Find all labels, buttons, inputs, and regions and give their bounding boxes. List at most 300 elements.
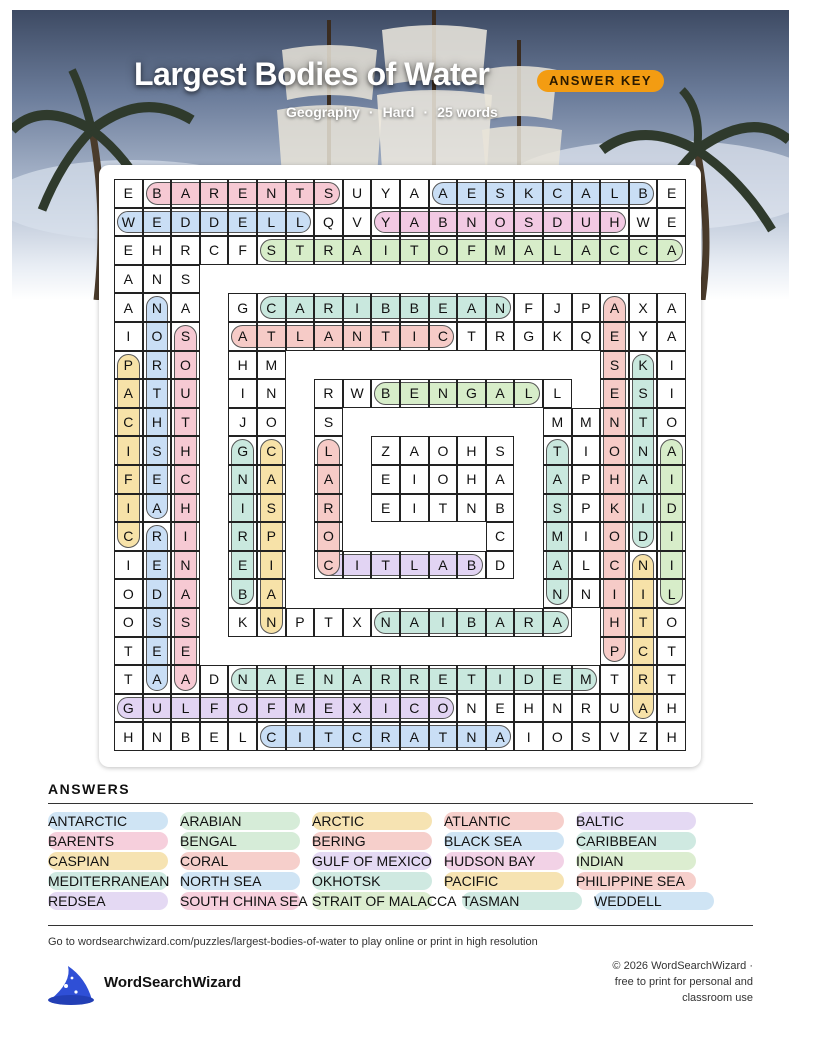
grid-cell: L — [171, 694, 200, 723]
grid-cell: A — [400, 722, 429, 751]
grid-cell: O — [429, 694, 458, 723]
grid-cell: O — [429, 236, 458, 265]
grid-cell: M — [286, 694, 315, 723]
grid-cell: W — [629, 208, 658, 237]
grid-cell: T — [143, 379, 172, 408]
grid-cell: S — [171, 265, 200, 294]
grid-cell: E — [600, 379, 629, 408]
grid-cell: T — [657, 637, 686, 666]
grid-cell: L — [257, 208, 286, 237]
grid-cell: C — [171, 465, 200, 494]
grid-cell: S — [314, 179, 343, 208]
copyright-line: classroom use — [682, 992, 753, 1004]
grid-cell: K — [514, 179, 543, 208]
grid-cell: A — [400, 208, 429, 237]
grid-cell: H — [457, 436, 486, 465]
answer-item — [594, 892, 714, 910]
answer-item — [180, 872, 300, 890]
grid-cell: U — [600, 694, 629, 723]
grid-cell: H — [657, 694, 686, 723]
answer-item — [576, 812, 696, 830]
grid-cell: V — [343, 208, 372, 237]
grid-cell: A — [143, 665, 172, 694]
grid-cell: S — [600, 351, 629, 380]
grid-cell: A — [286, 293, 315, 322]
grid-cell: C — [114, 522, 143, 551]
grid-cell: A — [543, 551, 572, 580]
grid-cell: D — [171, 208, 200, 237]
grid-cell: O — [257, 408, 286, 437]
grid-cell: I — [572, 522, 601, 551]
answer-label: BARENTS — [48, 833, 115, 849]
grid-cell: N — [600, 408, 629, 437]
grid-cell: S — [543, 494, 572, 523]
grid-cell: M — [486, 236, 515, 265]
grid-cell: A — [171, 293, 200, 322]
grid-cell: S — [629, 379, 658, 408]
grid-cell: B — [400, 293, 429, 322]
grid-cell: U — [143, 694, 172, 723]
grid-cell: O — [657, 408, 686, 437]
answer-label: NORTH SEA — [180, 873, 262, 889]
answer-item — [180, 852, 300, 870]
grid-cell: O — [171, 351, 200, 380]
answer-label: CARIBBEAN — [576, 833, 657, 849]
grid-cell: L — [314, 436, 343, 465]
grid-cell: A — [114, 293, 143, 322]
answer-label: BALTIC — [576, 813, 624, 829]
grid-cell: T — [600, 665, 629, 694]
grid-cell: A — [543, 465, 572, 494]
answer-label: WEDDELL — [594, 893, 662, 909]
grid-cell: Q — [314, 208, 343, 237]
grid-cell: N — [457, 722, 486, 751]
grid-cell: F — [514, 293, 543, 322]
grid-cell: I — [228, 379, 257, 408]
grid-cell: I — [371, 694, 400, 723]
grid-cell: A — [629, 465, 658, 494]
grid-cell: N — [343, 322, 372, 351]
grid-cell: A — [514, 236, 543, 265]
grid-cell: E — [200, 722, 229, 751]
grid-cell: D — [514, 665, 543, 694]
answer-item — [48, 852, 168, 870]
answer-item — [462, 892, 582, 910]
grid-cell: T — [457, 322, 486, 351]
answer-label: PHILIPPINE SEA — [576, 873, 685, 889]
grid-cell: G — [228, 293, 257, 322]
grid-cell: A — [657, 436, 686, 465]
grid-cell: I — [114, 436, 143, 465]
grid-cell: N — [143, 265, 172, 294]
grid-cell: M — [572, 665, 601, 694]
grid-cell: I — [657, 465, 686, 494]
grid-cell: A — [429, 551, 458, 580]
grid-cell: H — [228, 351, 257, 380]
grid-cell: H — [171, 436, 200, 465]
grid-cell: B — [486, 494, 515, 523]
grid-cell: M — [572, 408, 601, 437]
grid-cell: E — [429, 293, 458, 322]
grid-cell: E — [228, 179, 257, 208]
grid-cell: E — [143, 465, 172, 494]
wizard-hat-icon — [46, 964, 96, 1006]
grid-cell: N — [143, 293, 172, 322]
grid-cell: F — [114, 465, 143, 494]
grid-cell: I — [629, 494, 658, 523]
grid-cell: B — [429, 208, 458, 237]
grid-cell: B — [457, 551, 486, 580]
grid-cell: B — [629, 179, 658, 208]
grid-cell: P — [572, 465, 601, 494]
grid-cell: T — [543, 436, 572, 465]
grid-cell: N — [629, 436, 658, 465]
answer-item — [180, 832, 300, 850]
grid-cell: N — [228, 465, 257, 494]
grid-cell: T — [429, 494, 458, 523]
grid-cell: M — [257, 351, 286, 380]
grid-cell: F — [457, 236, 486, 265]
grid-cell: U — [572, 208, 601, 237]
grid-cell: S — [257, 494, 286, 523]
grid-cell: T — [114, 665, 143, 694]
grid-cell: H — [600, 208, 629, 237]
grid-cell: R — [314, 494, 343, 523]
answers-heading: ANSWERS — [48, 781, 131, 797]
grid-cell: I — [657, 522, 686, 551]
grid-cell: L — [600, 179, 629, 208]
grid-cell: C — [314, 551, 343, 580]
answer-label: REDSEA — [48, 893, 106, 909]
grid-cell: O — [486, 208, 515, 237]
grid-cell: P — [572, 494, 601, 523]
grid-cell: A — [314, 465, 343, 494]
grid-cell: N — [486, 293, 515, 322]
grid-cell: W — [114, 208, 143, 237]
grid-cell: S — [486, 179, 515, 208]
answer-label: STRAIT OF MALACCA — [312, 893, 457, 909]
grid-cell: E — [429, 665, 458, 694]
grid-cell: T — [314, 722, 343, 751]
grid-cell: E — [143, 208, 172, 237]
grid-cell: N — [543, 579, 572, 608]
grid-cell: E — [371, 494, 400, 523]
grid-cell: L — [400, 551, 429, 580]
grid-cell: T — [371, 322, 400, 351]
grid-cell: N — [457, 494, 486, 523]
grid-cell: C — [486, 522, 515, 551]
grid-cell: T — [314, 608, 343, 637]
grid-cell: I — [171, 522, 200, 551]
difficulty-label: Hard — [382, 104, 415, 120]
grid-cell: R — [200, 179, 229, 208]
answer-label: BERING — [312, 833, 366, 849]
grid-cell: S — [314, 408, 343, 437]
grid-cell: L — [543, 236, 572, 265]
grid-cell: Y — [371, 208, 400, 237]
grid-cell: E — [657, 179, 686, 208]
grid-cell: A — [600, 293, 629, 322]
grid-cell: P — [286, 608, 315, 637]
answer-item — [444, 832, 564, 850]
grid-cell: K — [228, 608, 257, 637]
grid-cell: C — [543, 179, 572, 208]
grid-cell: A — [572, 179, 601, 208]
answer-label: HUDSON BAY — [444, 853, 536, 869]
grid-cell: H — [600, 608, 629, 637]
grid-cell: B — [143, 179, 172, 208]
grid-cell: U — [171, 379, 200, 408]
answer-item — [180, 812, 300, 830]
grid-cell: E — [457, 179, 486, 208]
grid-cell: O — [114, 579, 143, 608]
grid-cell: C — [400, 694, 429, 723]
grid-cell: E — [314, 694, 343, 723]
answer-label: OKHOTSK — [312, 873, 381, 889]
grid-cell: I — [114, 494, 143, 523]
grid-cell: N — [257, 179, 286, 208]
grid-cell: A — [486, 465, 515, 494]
answer-label: MEDITERRANEAN — [48, 873, 170, 889]
grid-cell: S — [486, 436, 515, 465]
grid-cell: A — [657, 322, 686, 351]
grid-cell: I — [486, 665, 515, 694]
answer-item — [180, 892, 308, 910]
grid-cell: I — [400, 322, 429, 351]
grid-cell: S — [257, 236, 286, 265]
grid-cell: O — [314, 522, 343, 551]
grid-cell: T — [286, 179, 315, 208]
grid-cell: S — [143, 608, 172, 637]
grid-cell: T — [286, 236, 315, 265]
grid-cell: I — [228, 494, 257, 523]
grid-cell: U — [343, 179, 372, 208]
grid-cell: D — [200, 665, 229, 694]
grid-cell: E — [286, 665, 315, 694]
grid-cell: P — [600, 637, 629, 666]
grid-cell: G — [228, 436, 257, 465]
grid-cell: A — [657, 293, 686, 322]
grid-cell: E — [143, 637, 172, 666]
grid-cell: A — [400, 608, 429, 637]
grid-cell: C — [257, 293, 286, 322]
copyright-notice — [553, 958, 753, 1006]
answer-item — [312, 852, 432, 870]
grid-cell: O — [657, 608, 686, 637]
category-label: Geography — [286, 104, 360, 120]
answer-item — [48, 872, 168, 890]
grid-cell: Y — [629, 322, 658, 351]
grid-cell: J — [228, 408, 257, 437]
answer-label: BENGAL — [180, 833, 237, 849]
grid-cell: R — [486, 322, 515, 351]
puzzle-meta — [286, 104, 498, 120]
grid-cell: K — [629, 351, 658, 380]
grid-cell: R — [572, 694, 601, 723]
answer-label: BLACK SEA — [444, 833, 522, 849]
grid-cell: X — [343, 608, 372, 637]
grid-cell: N — [429, 379, 458, 408]
grid-cell: N — [171, 551, 200, 580]
grid-cell: C — [600, 236, 629, 265]
grid-cell: M — [543, 522, 572, 551]
grid-cell: A — [257, 579, 286, 608]
grid-cell: E — [228, 551, 257, 580]
grid-cell: I — [657, 551, 686, 580]
answer-key-badge: ANSWER KEY — [537, 70, 664, 92]
grid-cell: F — [257, 694, 286, 723]
grid-cell: L — [572, 551, 601, 580]
answer-item — [576, 872, 696, 890]
grid-cell: R — [314, 293, 343, 322]
grid-cell: D — [657, 494, 686, 523]
grid-cell: D — [543, 208, 572, 237]
answer-item — [444, 872, 564, 890]
grid-cell: C — [257, 722, 286, 751]
grid-cell: C — [629, 637, 658, 666]
grid-cell: T — [657, 665, 686, 694]
grid-cell: L — [543, 379, 572, 408]
grid-cell: E — [228, 208, 257, 237]
answer-item — [576, 852, 696, 870]
grid-cell: R — [171, 236, 200, 265]
grid-cell: K — [600, 494, 629, 523]
grid-cell: S — [143, 436, 172, 465]
answer-label: INDIAN — [576, 853, 624, 869]
grid-cell: I — [257, 551, 286, 580]
answer-item — [48, 832, 168, 850]
grid-cell: D — [486, 551, 515, 580]
grid-cell: N — [457, 208, 486, 237]
grid-cell: Y — [371, 179, 400, 208]
grid-cell: T — [400, 236, 429, 265]
copyright-line: free to print for personal and — [614, 976, 753, 988]
answer-item — [48, 892, 168, 910]
grid-cell: E — [600, 322, 629, 351]
grid-cell: C — [629, 236, 658, 265]
grid-cell: I — [343, 293, 372, 322]
grid-cell: A — [343, 236, 372, 265]
word-count-label: 25 words — [437, 104, 498, 120]
grid-cell: A — [429, 179, 458, 208]
grid-cell: D — [143, 579, 172, 608]
grid-cell: K — [543, 322, 572, 351]
grid-cell: A — [486, 379, 515, 408]
answer-item — [48, 812, 168, 830]
grid-cell: H — [514, 694, 543, 723]
grid-cell: I — [114, 551, 143, 580]
grid-cell: I — [343, 551, 372, 580]
grid-cell: V — [600, 722, 629, 751]
grid-cell: G — [514, 322, 543, 351]
grid-cell: N — [314, 665, 343, 694]
grid-cell: I — [429, 608, 458, 637]
grid-cell: O — [600, 522, 629, 551]
grid-cell: S — [171, 608, 200, 637]
answer-label: CASPIAN — [48, 853, 110, 869]
grid-cell: N — [629, 551, 658, 580]
grid-cell: E — [143, 551, 172, 580]
grid-cell: A — [486, 608, 515, 637]
grid-cell: A — [143, 494, 172, 523]
grid-cell: O — [228, 694, 257, 723]
grid-cell: T — [629, 608, 658, 637]
grid-cell: R — [514, 608, 543, 637]
grid-cell: S — [514, 208, 543, 237]
grid-cell: T — [371, 551, 400, 580]
grid-cell: P — [572, 293, 601, 322]
footer-url-text: Go to wordsearchwizard.com/puzzles/largest-bodies-of-water to play online or print in high resolution — [48, 936, 538, 948]
grid-cell: O — [543, 722, 572, 751]
grid-cell: S — [171, 322, 200, 351]
grid-cell: I — [286, 722, 315, 751]
grid-cell: F — [228, 236, 257, 265]
grid-cell: A — [572, 236, 601, 265]
grid-cell: N — [257, 608, 286, 637]
grid-cell: I — [657, 379, 686, 408]
grid-cell: A — [486, 722, 515, 751]
grid-cell: C — [114, 408, 143, 437]
grid-cell: L — [514, 379, 543, 408]
grid-cell: E — [171, 637, 200, 666]
grid-cell: M — [543, 408, 572, 437]
grid-cell: R — [400, 665, 429, 694]
grid-cell: C — [600, 551, 629, 580]
grid-cell: D — [629, 522, 658, 551]
separator-dot: · — [368, 104, 374, 120]
grid-cell: X — [343, 694, 372, 723]
grid-cell: E — [486, 694, 515, 723]
grid-cell: H — [143, 236, 172, 265]
grid-cell: A — [257, 665, 286, 694]
answer-item — [444, 812, 564, 830]
grid-cell: R — [629, 665, 658, 694]
grid-cell: P — [257, 522, 286, 551]
answer-label: ANTARCTIC — [48, 813, 128, 829]
grid-cell: T — [629, 408, 658, 437]
grid-cell: X — [629, 293, 658, 322]
grid-cell: E — [114, 236, 143, 265]
grid-cell: Z — [629, 722, 658, 751]
grid-cell: G — [114, 694, 143, 723]
grid-cell: A — [114, 265, 143, 294]
grid-cell: A — [114, 379, 143, 408]
answer-item — [312, 872, 432, 890]
grid-cell: N — [257, 379, 286, 408]
answer-label: ATLANTIC — [444, 813, 511, 829]
grid-cell: E — [543, 665, 572, 694]
copyright-line: © 2026 WordSearchWizard · — [612, 960, 753, 972]
answer-item — [312, 892, 457, 910]
grid-cell: L — [286, 208, 315, 237]
grid-cell: R — [143, 522, 172, 551]
grid-cell: A — [171, 579, 200, 608]
grid-cell: H — [600, 465, 629, 494]
grid-cell: N — [457, 694, 486, 723]
answer-label: CORAL — [180, 853, 229, 869]
grid-cell: H — [114, 722, 143, 751]
answer-label: GULF OF MEXICO — [312, 853, 432, 869]
answer-label: PACIFIC — [444, 873, 499, 889]
grid-cell: H — [143, 408, 172, 437]
divider — [48, 925, 753, 926]
grid-cell: I — [572, 436, 601, 465]
grid-cell: I — [514, 722, 543, 751]
answer-item — [312, 812, 432, 830]
grid-cell: A — [343, 665, 372, 694]
grid-cell: B — [457, 608, 486, 637]
grid-cell: A — [171, 179, 200, 208]
